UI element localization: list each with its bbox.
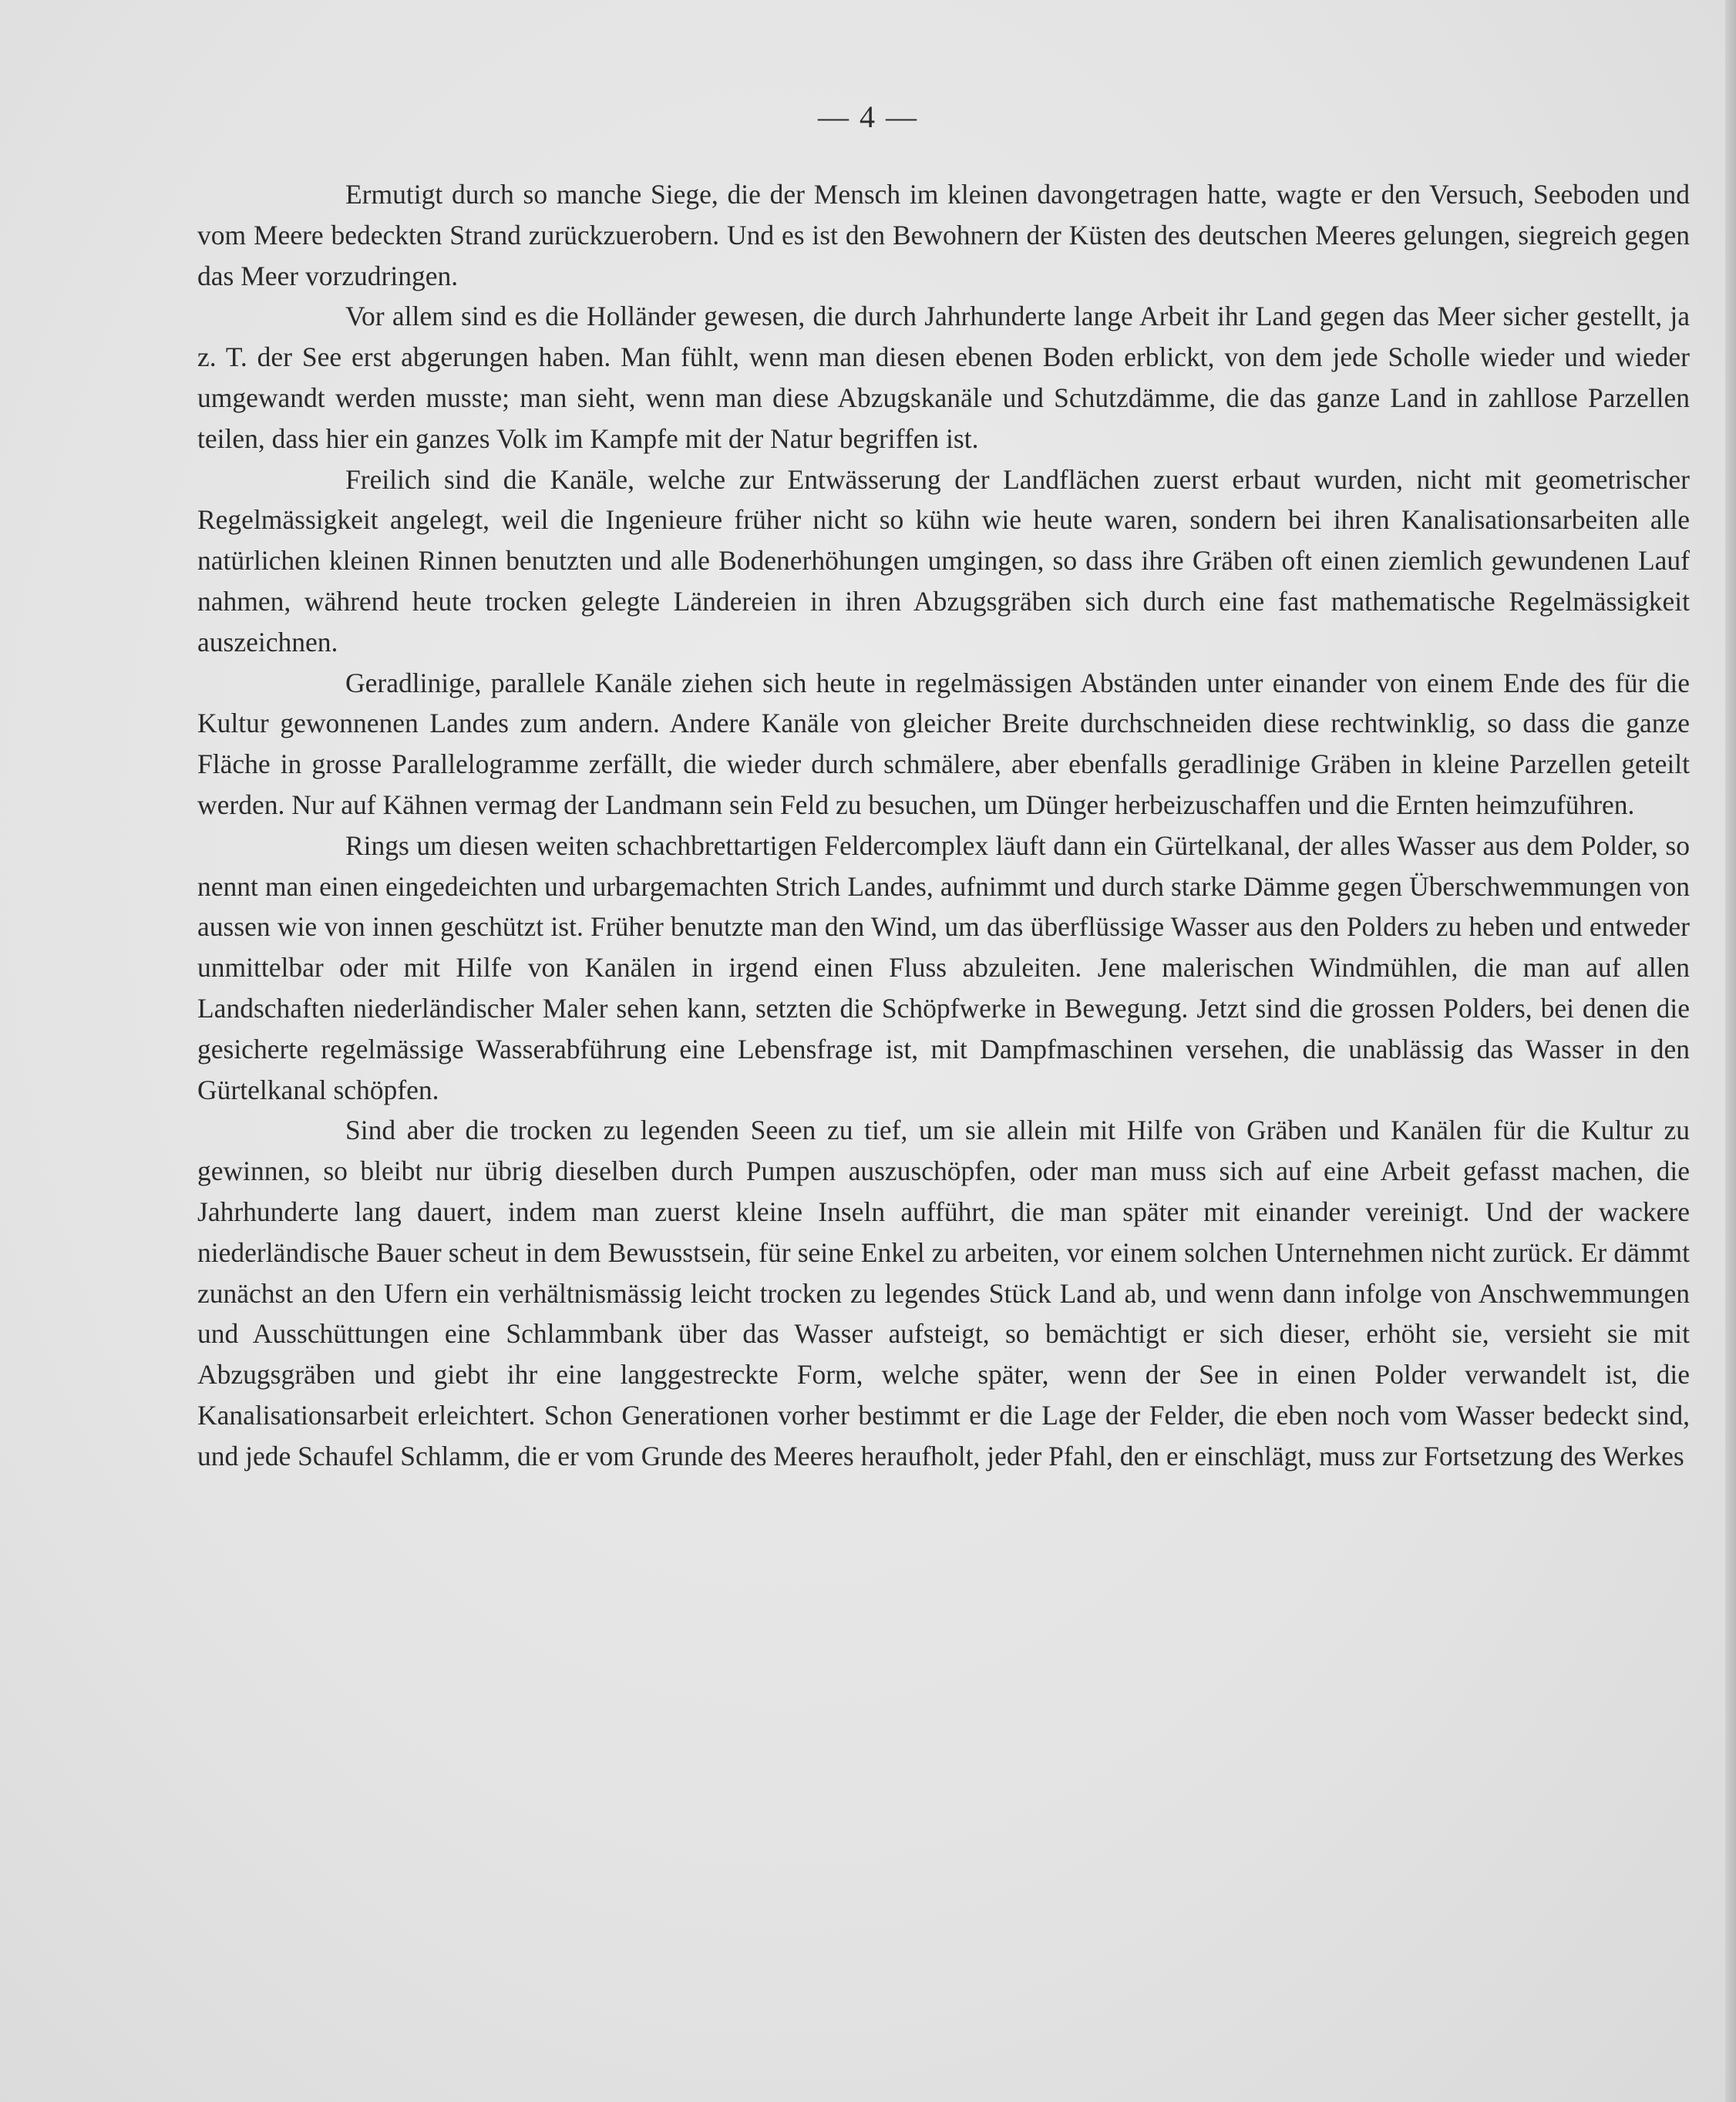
page-edge-shadow — [1725, 0, 1736, 2102]
paragraph: Freilich sind die Kanäle, welche zur Entwässerung der Landflächen zuerst erbaut wurden, nicht mit geometrischer Regelmässigkeit angelegt, weil die Ingenieure früher nicht so kühn wie heute waren, sondern bei ihren Kanalisationsarbeiten alle natürlichen kleinen Rinnen benutzten und alle Bodenerhöhungen umgingen, so dass ihre Gräben oft einen ziemlich gewundenen Lauf nahmen, während heute trocken gelegte Ländereien in ihren Abzugsgräben sich durch eine fast mathematische Regelmässigkeit auszeichnen. — [197, 463, 1690, 658]
paragraph: Rings um diesen weiten schachbrettartigen Feldercomplex läuft dann ein Gürtelkanal, der alles Wasser aus dem Polder, so nennt man einen eingedeichten und urbargemachten Strich Landes, aufnimmt und durch starke Dämme gegen Überschwemmungen von aussen wie von innen geschützt ist. Früher benutzte man den Wind, um das überflüssige Wasser aus den Polders zu heben und entweder unmittelbar oder mit Hilfe von Kanälen in irgend einen Fluss abzuleiten. Jene malerischen Windmühlen, die man auf allen Landschaften niederländischer Maler sehen kann, setzten die Schöpfwerke in Bewegung. Jetzt sind die grossen Polders, bei denen die gesicherte regelmässige Wasserabführung eine Lebensfrage ist, mit Dampfmaschinen versehen, die unablässig das Wasser in den Gürtelkanal schöpfen. — [197, 829, 1690, 1105]
page-number: — 4 — — [818, 99, 918, 134]
paragraph: Geradlinige, parallele Kanäle ziehen sich heute in regelmässigen Abständen unter einander von einem Ende des für die Kultur gewonnenen Landes zum andern. Andere Kanäle von gleicher Breite durchschneiden diese rechtwinklig, so dass die ganze Fläche in grosse Parallelogramme zerfällt, die wieder durch schmälere, aber ebenfalls geradlinige Gräben in kleine Parzellen geteilt werden. Nur auf Kähnen vermag der Landmann sein Feld zu besuchen, um Dünger herbeizuschaffen und die Ernten heimzuführen. — [197, 667, 1690, 820]
paragraph: Ermutigt durch so manche Siege, die der Mensch im kleinen davongetragen hatte, wagte er den Versuch, Seeboden und vom Meere bedeckten Strand zurückzuerobern. Und es ist den Bewohnern der Küsten des deutschen Meeres gelungen, siegreich gegen das Meer vorzudringen. — [197, 179, 1690, 291]
paragraph: Vor allem sind es die Holländer gewesen, die durch Jahrhunderte lange Arbeit ihr Land gegen das Meer sicher gestellt, ja z. T. der See erst abgerungen haben. Man fühlt, wenn man diesen ebenen Boden erblickt, von dem jede Scholle wieder und wieder umgewandt werden musste; man sieht, wenn man diese Abzugskanäle und Schutzdämme, die das ganze Land in zahllose Parzellen teilen, dass hier ein ganzes Volk im Kampfe mit der Natur begriffen ist. — [197, 301, 1690, 454]
paragraph: Sind aber die trocken zu legenden Seeen zu tief, um sie allein mit Hilfe von Gräben und Kanälen für die Kultur zu gewinnen, so bleibt nur übrig dieselben durch Pumpen auszuschöpfen, oder man muss sich auf eine Arbeit gefasst machen, die Jahrhunderte lang dauert, indem man zuerst kleine Inseln aufführt, die man später mit einander vereinigt. Und der wackere niederländische Bauer scheut in dem Bewusstsein, für seine Enkel zu arbeiten, vor einem solchen Unternehmen nicht zurück. Er dämmt zunächst an den Ufern ein verhältnismässig leicht trocken zu legendes Stück Land ab, und wenn dann infolge von Anschwemmungen und Ausschüttungen eine Schlammbank über das Wasser aufsteigt, so bemächtigt er sich dieser, erhöht sie, versieht sie mit Abzugsgräben und giebt ihr eine langgestreckte Form, welche später, wenn der See in einen Polder verwandelt ist, die Kanalisationsarbeit erleichtert. Schon Generationen vorher bestimmt er die Lage der Felder, die eben noch vom Wasser bedeckt sind, und jede Schaufel Schlamm, die er vom Grunde des Meeres heraufholt, jeder Pfahl, den er einschlägt, muss zur Fortsetzung des Werkes — [197, 1115, 1690, 1471]
body-text — [197, 174, 1690, 1477]
